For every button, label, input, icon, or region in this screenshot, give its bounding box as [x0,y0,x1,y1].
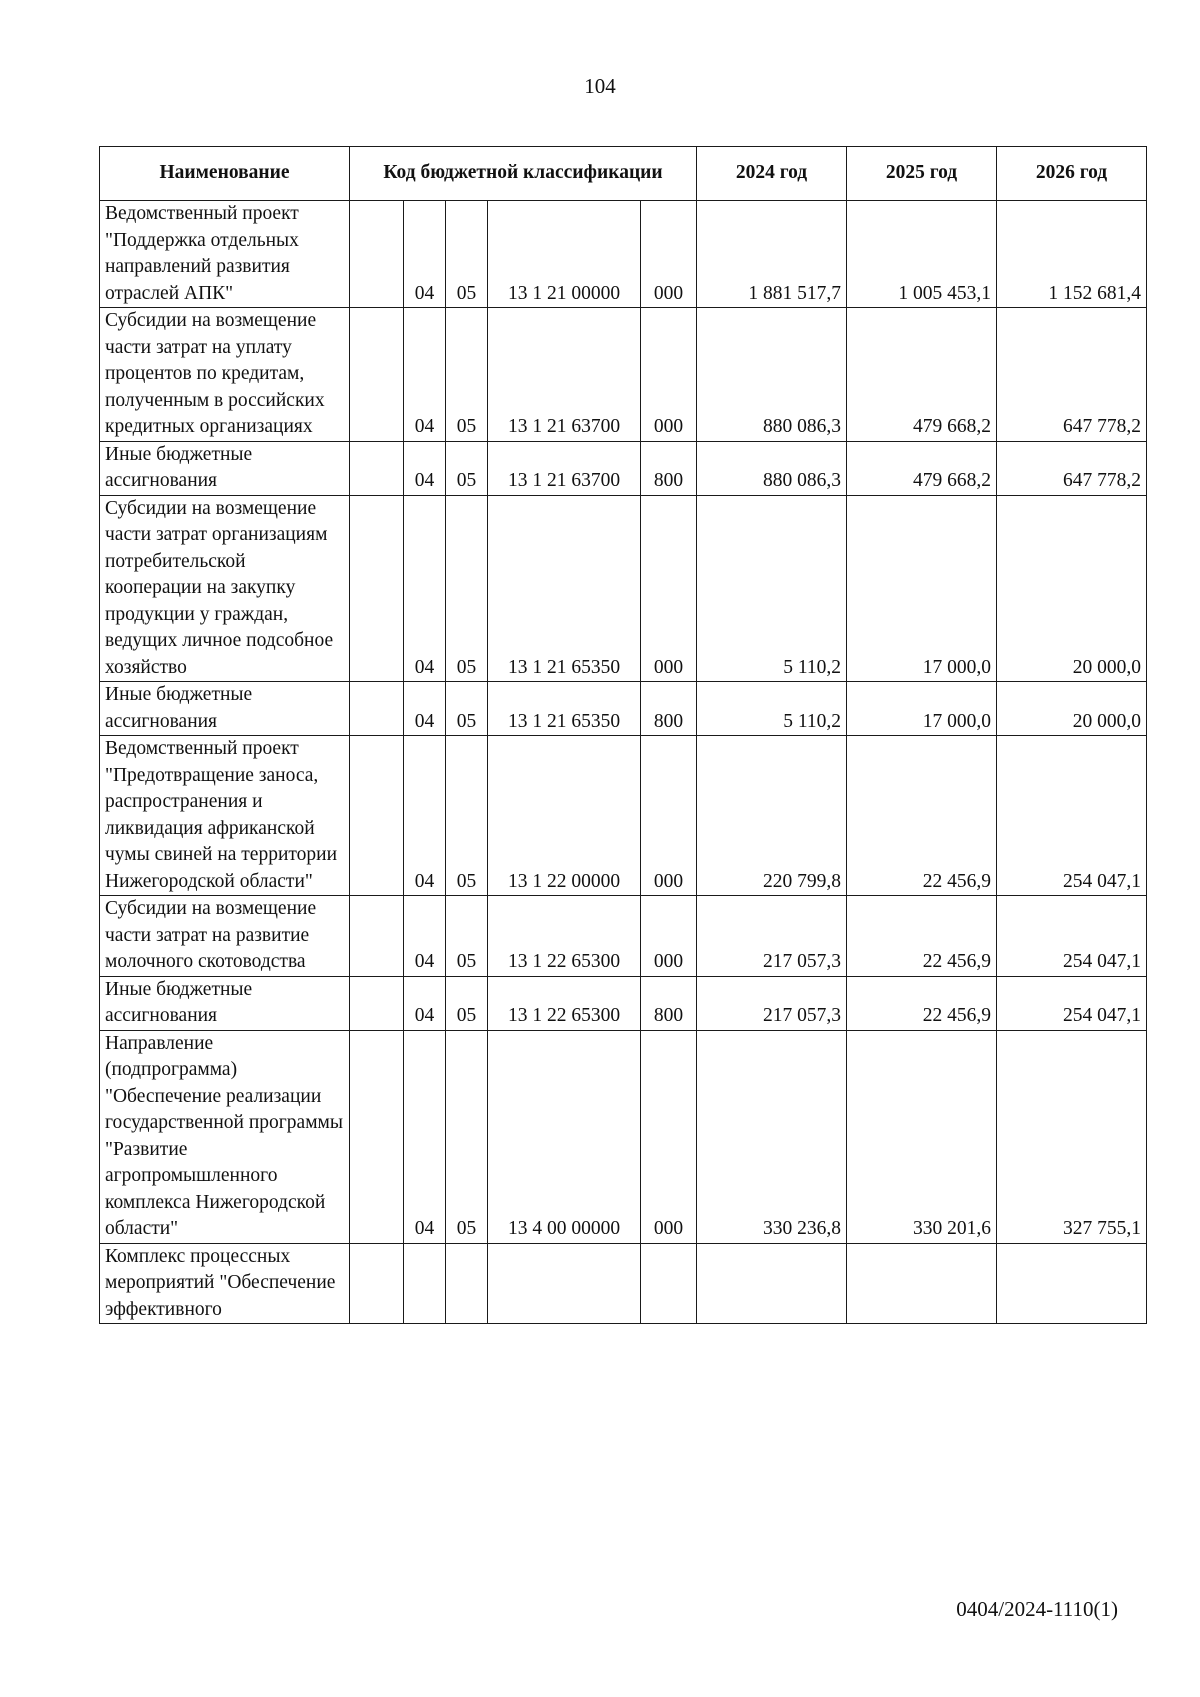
amount-2025-cell: 479 668,2 [847,441,997,495]
expense-type-cell: 000 [641,308,697,442]
document-code: 0404/2024-1110(1) [956,1597,1118,1621]
page-number: 104 [584,74,616,98]
table-row [100,896,1147,977]
section-code-cell: 04 [404,495,446,682]
code-part-1-cell [350,1030,404,1243]
expense-type-cell: 000 [641,495,697,682]
header-2024: 2024 год [697,147,847,201]
amount-2024-cell: 217 057,3 [697,896,847,977]
section-code-cell: 04 [404,201,446,308]
code-part-1-cell [350,308,404,442]
section-code-cell: 04 [404,308,446,442]
target-article-cell: 13 1 22 00000 [488,736,641,896]
section-code-cell [404,1243,446,1324]
amount-2024-cell: 330 236,8 [697,1030,847,1243]
amount-2024-cell [697,1243,847,1324]
row-name-cell: Комплекс процессных мероприятий "Обеспечение эффективного [100,1243,350,1324]
budget-table [99,146,1147,1324]
subsection-code-cell: 05 [446,201,488,308]
table-row [100,201,1147,308]
header-2026: 2026 год [997,147,1147,201]
amount-2026-cell: 254 047,1 [997,976,1147,1030]
code-part-1-cell [350,682,404,736]
header-row [100,147,1147,201]
expense-type-cell: 800 [641,441,697,495]
target-article-cell: 13 1 21 65350 [488,495,641,682]
table-row [100,736,1147,896]
amount-2024-cell: 880 086,3 [697,441,847,495]
section-code-cell: 04 [404,682,446,736]
table-row [100,1030,1147,1243]
amount-2024-cell: 1 881 517,7 [697,201,847,308]
section-code-cell: 04 [404,1030,446,1243]
subsection-code-cell: 05 [446,976,488,1030]
table-row [100,495,1147,682]
target-article-cell: 13 1 21 65350 [488,682,641,736]
expense-type-cell: 800 [641,682,697,736]
target-article-cell: 13 1 22 65300 [488,896,641,977]
target-article-cell: 13 1 21 00000 [488,201,641,308]
amount-2026-cell: 20 000,0 [997,682,1147,736]
header-name: Наименование [100,147,350,201]
table-row [100,682,1147,736]
amount-2025-cell: 22 456,9 [847,736,997,896]
code-part-1-cell [350,201,404,308]
amount-2024-cell: 5 110,2 [697,495,847,682]
amount-2026-cell: 254 047,1 [997,736,1147,896]
amount-2025-cell: 330 201,6 [847,1030,997,1243]
section-code-cell: 04 [404,976,446,1030]
amount-2026-cell: 1 152 681,4 [997,201,1147,308]
row-name-cell: Субсидии на возмещение части затрат организациям потребительской кооперации на закупку продукции у граждан, ведущих личное подсобное хозяйство [100,495,350,682]
expense-type-cell: 000 [641,736,697,896]
code-part-1-cell [350,736,404,896]
target-article-cell: 13 4 00 00000 [488,1030,641,1243]
amount-2026-cell: 327 755,1 [997,1030,1147,1243]
amount-2026-cell: 647 778,2 [997,441,1147,495]
amount-2025-cell: 22 456,9 [847,896,997,977]
row-name-cell: Ведомственный проект "Поддержка отдельных направлений развития отраслей АПК" [100,201,350,308]
amount-2024-cell: 5 110,2 [697,682,847,736]
amount-2025-cell: 479 668,2 [847,308,997,442]
amount-2026-cell: 254 047,1 [997,896,1147,977]
header-code: Код бюджетной классификации [350,147,697,201]
code-part-1-cell [350,1243,404,1324]
code-part-1-cell [350,976,404,1030]
amount-2025-cell [847,1243,997,1324]
subsection-code-cell: 05 [446,308,488,442]
amount-2025-cell: 17 000,0 [847,495,997,682]
subsection-code-cell: 05 [446,736,488,896]
amount-2026-cell: 20 000,0 [997,495,1147,682]
code-part-1-cell [350,896,404,977]
subsection-code-cell: 05 [446,495,488,682]
amount-2026-cell [997,1243,1147,1324]
amount-2025-cell: 1 005 453,1 [847,201,997,308]
expense-type-cell: 800 [641,976,697,1030]
table-row [100,976,1147,1030]
table-row [100,441,1147,495]
subsection-code-cell: 05 [446,682,488,736]
code-part-1-cell [350,495,404,682]
row-name-cell: Иные бюджетные ассигнования [100,976,350,1030]
row-name-cell: Субсидии на возмещение части затрат на уплату процентов по кредитам, полученным в российских кредитных организациях [100,308,350,442]
row-name-cell: Иные бюджетные ассигнования [100,682,350,736]
target-article-cell: 13 1 21 63700 [488,441,641,495]
table-row [100,1243,1147,1324]
amount-2024-cell: 217 057,3 [697,976,847,1030]
target-article-cell: 13 1 22 65300 [488,976,641,1030]
subsection-code-cell: 05 [446,441,488,495]
amount-2025-cell: 17 000,0 [847,682,997,736]
expense-type-cell [641,1243,697,1324]
amount-2024-cell: 220 799,8 [697,736,847,896]
subsection-code-cell [446,1243,488,1324]
header-2025: 2025 год [847,147,997,201]
target-article-cell [488,1243,641,1324]
section-code-cell: 04 [404,441,446,495]
expense-type-cell: 000 [641,896,697,977]
section-code-cell: 04 [404,896,446,977]
expense-type-cell: 000 [641,1030,697,1243]
expense-type-cell: 000 [641,201,697,308]
amount-2026-cell: 647 778,2 [997,308,1147,442]
code-part-1-cell [350,441,404,495]
section-code-cell: 04 [404,736,446,896]
amount-2024-cell: 880 086,3 [697,308,847,442]
row-name-cell: Иные бюджетные ассигнования [100,441,350,495]
table-row [100,308,1147,442]
row-name-cell: Ведомственный проект "Предотвращение заноса, распространения и ликвидация африканской чумы свиней на территории Нижегородской области" [100,736,350,896]
amount-2025-cell: 22 456,9 [847,976,997,1030]
subsection-code-cell: 05 [446,1030,488,1243]
row-name-cell: Направление (подпрограмма) "Обеспечение реализации государственной программы "Развитие агропромышленного комплекса Нижегородской области" [100,1030,350,1243]
row-name-cell: Субсидии на возмещение части затрат на развитие молочного скотоводства [100,896,350,977]
target-article-cell: 13 1 21 63700 [488,308,641,442]
subsection-code-cell: 05 [446,896,488,977]
